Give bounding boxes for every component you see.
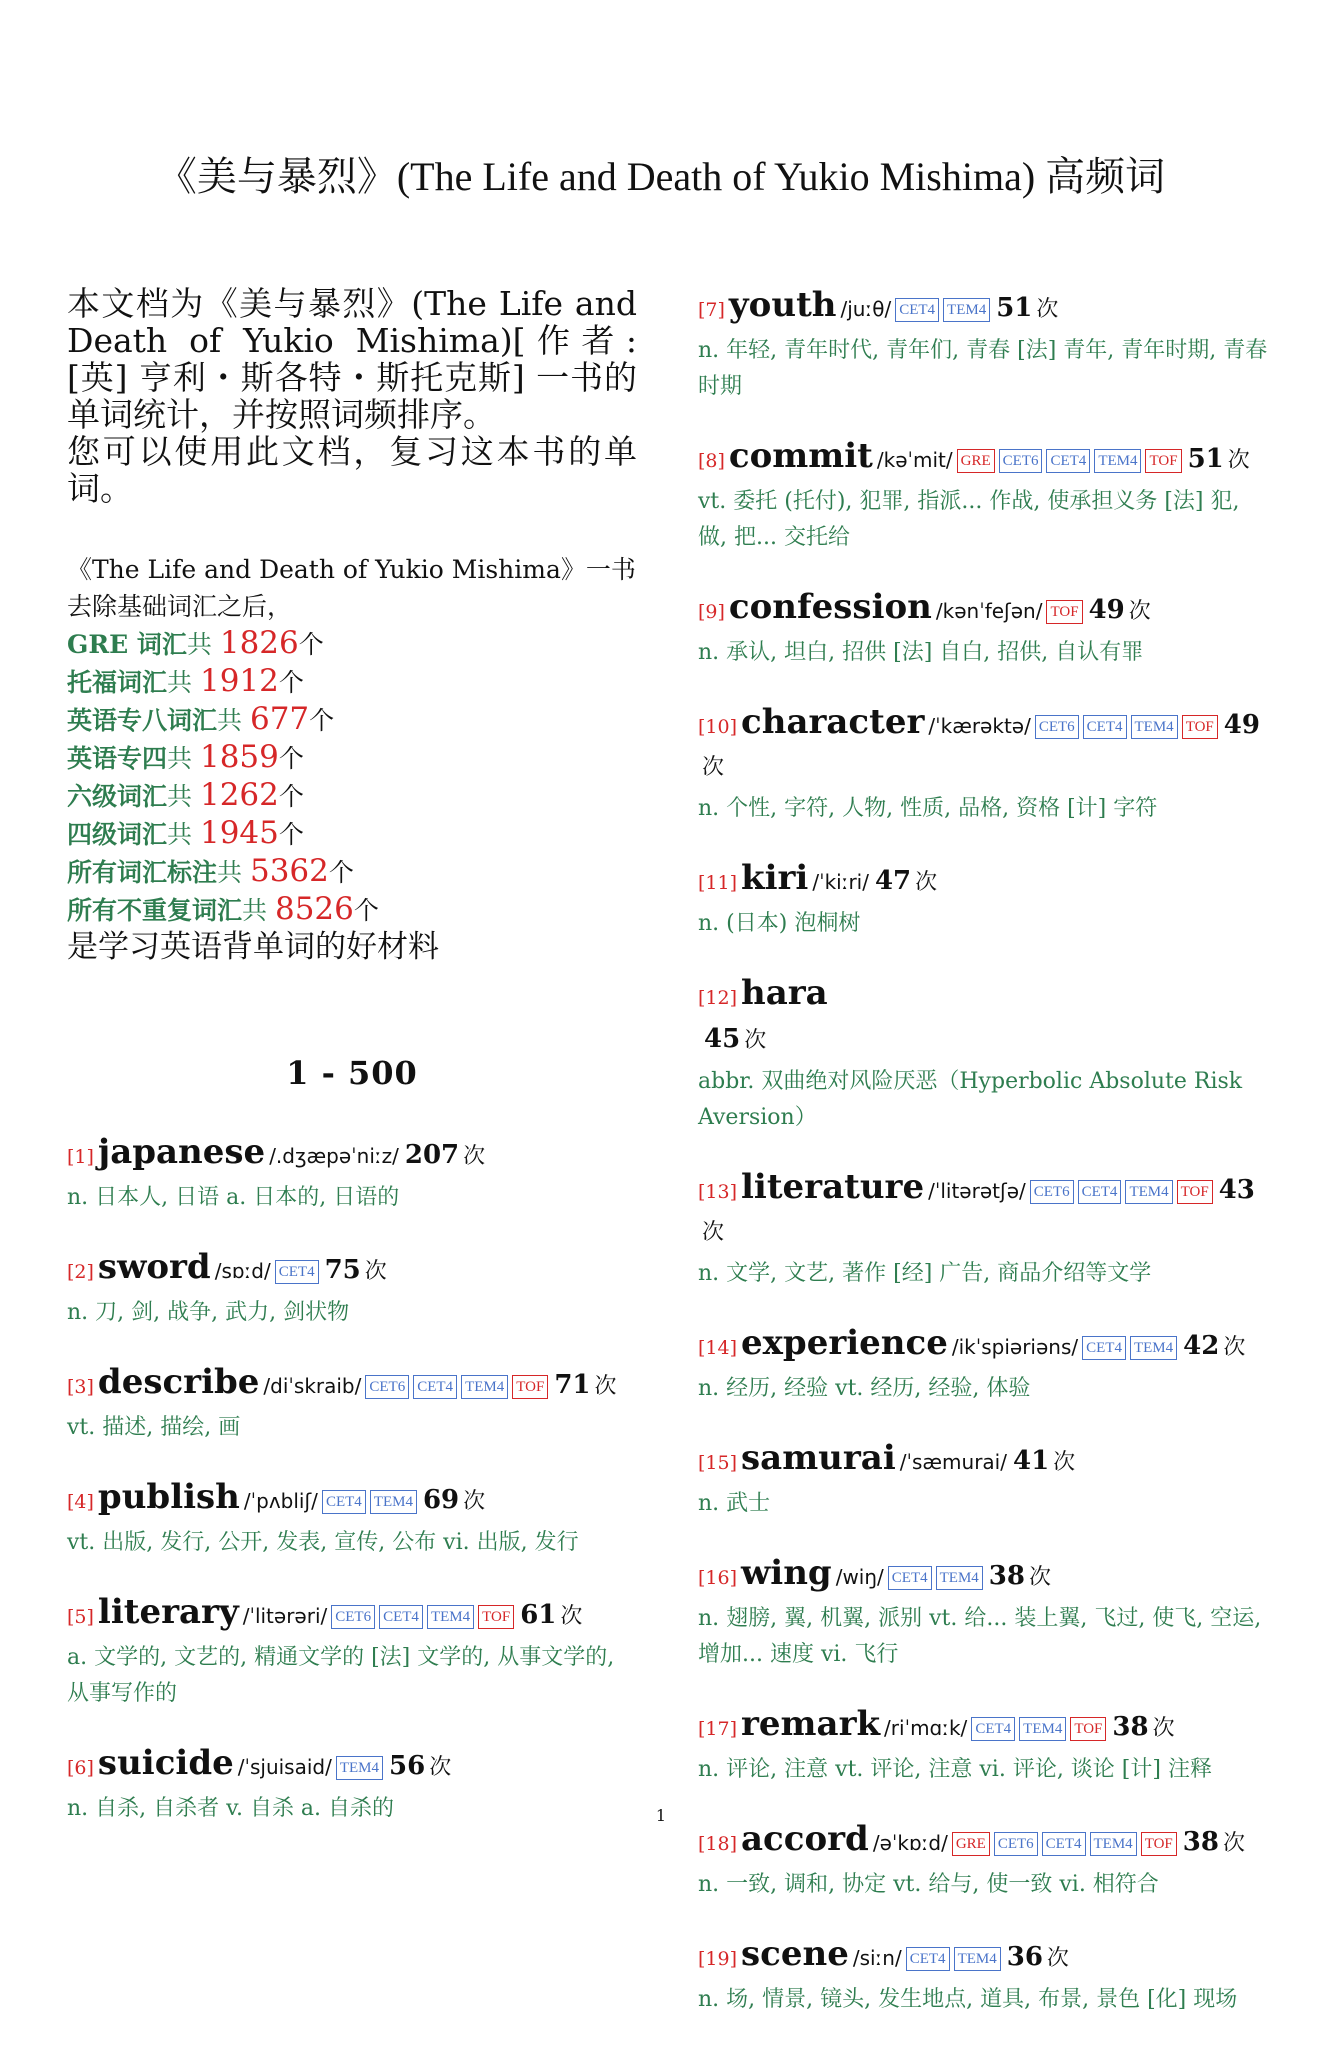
vocab-entry — [67, 1247, 637, 1331]
stat-row — [67, 625, 637, 663]
exam-tag-badge: CET6 — [999, 449, 1043, 473]
vocab-entry — [67, 1592, 637, 1712]
entry-headline — [698, 973, 1272, 1062]
entry-phonetic: /ˈsæmurai/ — [899, 1450, 1007, 1474]
entry-word: experience — [741, 1323, 948, 1363]
entry-phonetic: /kənˈfeʃən/ — [935, 599, 1043, 623]
exam-tag-badge: TOF — [512, 1375, 548, 1399]
entry-word: accord — [741, 1819, 869, 1859]
entry-count: 51 — [996, 293, 1033, 323]
entry-headline — [698, 1438, 1272, 1484]
exam-tag-badge: CET4 — [888, 1566, 932, 1590]
entry-index: [12] — [698, 987, 738, 1009]
exam-tag-badge: CET4 — [906, 1947, 950, 1971]
vocab-entry — [67, 1362, 637, 1446]
entry-word: describe — [97, 1362, 260, 1402]
entry-count: 75 — [324, 1255, 361, 1285]
stat-label: 英语专四 — [67, 744, 168, 773]
stat-row — [67, 701, 637, 739]
entry-count: 49 — [1088, 595, 1125, 625]
stat-unit: 个 — [278, 744, 304, 773]
stat-label: 六级词汇 — [67, 782, 168, 811]
entry-index: [18] — [698, 1833, 738, 1855]
entry-headline — [698, 858, 1272, 904]
entry-headline — [67, 1247, 637, 1293]
stat-connector: 共 — [167, 820, 200, 849]
exam-tag-badge: TOF — [1070, 1717, 1106, 1741]
exam-tag-badge: TEM4 — [1090, 1832, 1137, 1856]
entry-word: japanese — [97, 1132, 266, 1172]
entry-count: 69 — [422, 1485, 460, 1515]
entry-headline — [698, 1819, 1272, 1865]
stat-count: 5362 — [249, 853, 329, 889]
exam-tag-badge: CET4 — [413, 1375, 457, 1399]
intro-section — [67, 285, 637, 507]
exam-tag-badge: CET4 — [379, 1605, 423, 1629]
vocab-entry — [698, 702, 1272, 827]
vocab-entry — [698, 587, 1272, 671]
stat-connector: 共 — [167, 744, 200, 773]
exam-tag-badge: TOF — [478, 1605, 514, 1629]
stats-section — [67, 551, 637, 966]
entry-count: 51 — [1187, 444, 1224, 474]
entry-word: remark — [741, 1704, 881, 1744]
entry-phonetic: /siːn/ — [852, 1946, 902, 1970]
exam-tag-badge: TEM4 — [936, 1566, 983, 1590]
entry-definition: n. (日本) 泡桐树 — [698, 911, 861, 936]
stat-count: 1826 — [219, 625, 299, 661]
entry-count-unit: 次 — [1152, 1716, 1175, 1741]
entry-count: 38 — [1112, 1712, 1149, 1742]
stat-label: 所有词汇标注 — [67, 858, 218, 887]
entry-definition: vt. 出版, 发行, 公开, 发表, 宣传, 公布 vi. 出版, 发行 — [67, 1530, 579, 1555]
stat-row — [67, 663, 637, 701]
entry-count-unit: 次 — [463, 1144, 486, 1169]
exam-tag-badge: CET4 — [1082, 1336, 1126, 1360]
entry-phonetic: /.dʒæpəˈniːz/ — [269, 1144, 399, 1168]
entry-index: [2] — [67, 1261, 94, 1283]
stat-label: 英语专八词汇 — [67, 706, 218, 735]
entry-headline — [67, 1477, 637, 1523]
left-entry-list — [67, 1132, 637, 1827]
entry-definition: n. 武士 — [698, 1491, 771, 1516]
exam-tag-badge: CET6 — [365, 1375, 409, 1399]
entry-word: hara — [741, 973, 828, 1013]
exam-tag-badge: TEM4 — [1019, 1717, 1066, 1741]
exam-tag-badge: TEM4 — [1094, 449, 1141, 473]
entry-headline — [67, 1743, 637, 1789]
vocab-entry — [67, 1132, 637, 1216]
entry-headline — [698, 285, 1272, 331]
entry-definition: n. 场, 情景, 镜头, 发生地点, 道具, 布景, 景色 [化] 现场 — [698, 1987, 1238, 2012]
entry-headline — [698, 436, 1272, 482]
entry-phonetic: /juːθ/ — [840, 297, 892, 321]
entry-word: sword — [97, 1247, 211, 1287]
stat-count: 1912 — [199, 663, 279, 699]
stat-count: 8526 — [274, 891, 354, 927]
vocab-entry — [698, 1167, 1272, 1292]
stat-row — [67, 891, 637, 929]
entry-count: 38 — [988, 1561, 1025, 1591]
exam-tag-badge: CET6 — [1035, 715, 1079, 739]
exam-tag-badge: CET6 — [1030, 1180, 1074, 1204]
entry-definition: n. 文学, 文艺, 著作 [经] 广告, 商品介绍等文学 — [698, 1261, 1152, 1286]
stat-row — [67, 853, 637, 891]
stat-unit: 个 — [278, 820, 304, 849]
entry-count: 56 — [389, 1751, 426, 1781]
entry-word: literary — [97, 1592, 239, 1632]
entry-index: [14] — [698, 1337, 738, 1359]
entry-count: 207 — [404, 1140, 460, 1170]
stat-connector: 共 — [217, 858, 250, 887]
exam-tag-badge: GRE — [957, 449, 995, 473]
entry-word: wing — [741, 1553, 832, 1593]
stat-label: GRE 词汇 — [67, 630, 187, 659]
entry-count-unit: 次 — [1046, 1946, 1069, 1971]
entry-phonetic: /sɒːd/ — [214, 1259, 271, 1283]
entry-index: [3] — [67, 1376, 94, 1398]
entry-index: [8] — [698, 450, 725, 472]
right-column — [698, 285, 1272, 2049]
entry-definition: n. 评论, 注意 vt. 评论, 注意 vi. 评论, 谈论 [计] 注释 — [698, 1757, 1212, 1782]
exam-tag-badge: TEM4 — [427, 1605, 474, 1629]
stats-list — [67, 625, 637, 929]
exam-tag-badge: CET4 — [1046, 449, 1090, 473]
stat-label: 四级词汇 — [67, 820, 168, 849]
entry-definition: n. 经历, 经验 vt. 经历, 经验, 体验 — [698, 1376, 1031, 1401]
stat-label: 托福词汇 — [67, 668, 168, 697]
entry-headline — [698, 702, 1272, 789]
stat-unit: 个 — [328, 858, 354, 887]
entry-word: samurai — [741, 1438, 896, 1478]
stat-row — [67, 815, 637, 853]
stat-unit: 个 — [309, 706, 335, 735]
entry-headline — [67, 1592, 637, 1638]
entry-phonetic: /riˈmɑːk/ — [884, 1716, 968, 1740]
entry-count-unit: 次 — [463, 1489, 486, 1514]
vocab-entry — [698, 973, 1272, 1136]
stat-connector: 共 — [167, 782, 200, 811]
entry-count: 47 — [874, 866, 912, 896]
vocab-entry — [698, 858, 1272, 942]
entry-word: suicide — [97, 1743, 234, 1783]
entry-phonetic: /wiŋ/ — [835, 1565, 884, 1589]
entry-index: [4] — [67, 1491, 94, 1513]
entry-phonetic: /ˈsjuisaid/ — [237, 1755, 332, 1779]
exam-tag-badge: CET4 — [895, 298, 939, 322]
exam-tag-badge: GRE — [952, 1832, 990, 1856]
stat-connector: 共 — [186, 630, 220, 659]
entry-index: [11] — [698, 872, 738, 894]
entry-word: confession — [728, 587, 932, 627]
exam-tag-badge: CET4 — [275, 1260, 319, 1284]
vocab-entry — [698, 1704, 1272, 1788]
entry-word: kiri — [741, 858, 809, 898]
entry-index: [10] — [698, 716, 738, 738]
stats-closing: 是学习英语背单词的好材料 — [67, 929, 439, 965]
vocab-entry — [698, 1438, 1272, 1522]
entry-headline — [698, 1553, 1272, 1599]
entry-count-unit: 次 — [364, 1259, 387, 1284]
vocab-entry — [698, 1934, 1272, 2018]
entry-count-unit: 次 — [915, 870, 938, 895]
exam-tag-badge: TOF — [1141, 1832, 1177, 1856]
entry-count-unit: 次 — [560, 1604, 583, 1629]
entry-index: [19] — [698, 1948, 738, 1970]
entry-count-unit: 次 — [702, 755, 725, 780]
page-number: 1 — [655, 1806, 667, 1825]
entry-headline — [698, 1323, 1272, 1369]
entry-count: 41 — [1012, 1446, 1050, 1476]
entry-count: 61 — [520, 1600, 557, 1630]
entry-definition: vt. 描述, 描绘, 画 — [67, 1415, 241, 1440]
exam-tag-badge: CET4 — [1083, 715, 1127, 739]
exam-tag-badge: TOF — [1177, 1180, 1213, 1204]
entry-definition: n. 承认, 坦白, 招供 [法] 自白, 招供, 自认有罪 — [698, 640, 1144, 665]
entry-definition: n. 日本人, 日语 a. 日本的, 日语的 — [67, 1185, 400, 1210]
entry-count: 49 — [1223, 710, 1260, 740]
intro-paragraph-1: 本文档为《美与暴烈》(The Life and Death of Yukio Mishima)[作者: [英] 亨利・斯各特・斯托克斯] 一书的单词统计，并按照词频排序。 — [67, 284, 637, 434]
entry-count-unit: 次 — [1128, 599, 1151, 624]
entry-count: 71 — [554, 1370, 591, 1400]
intro-paragraph-2: 您可以使用此文档，复习这本书的单词。 — [67, 432, 637, 508]
entry-phonetic: /əˈkɒːd/ — [872, 1831, 948, 1855]
entry-index: [16] — [698, 1567, 738, 1589]
stat-unit: 个 — [278, 668, 304, 697]
entry-index: [5] — [67, 1606, 94, 1628]
entry-headline — [698, 1704, 1272, 1750]
entry-headline — [698, 587, 1272, 633]
exam-tag-badge: CET4 — [1078, 1180, 1122, 1204]
entry-word: commit — [728, 436, 873, 476]
exam-tag-badge: TEM4 — [461, 1375, 508, 1399]
entry-count-unit: 次 — [702, 1220, 725, 1245]
entry-index: [15] — [698, 1452, 738, 1474]
stat-row — [67, 739, 637, 777]
stat-label: 所有不重复词汇 — [67, 896, 243, 925]
entry-index: [7] — [698, 299, 725, 321]
entry-headline — [698, 1934, 1272, 1980]
entry-count: 43 — [1218, 1175, 1255, 1205]
vocab-entry — [698, 1553, 1272, 1673]
entry-definition: n. 翅膀, 翼, 机翼, 派别 vt. 给... 装上翼, 飞过, 使飞, 空运, 增加... 速度 vi. 飞行 — [698, 1606, 1262, 1667]
page-title: 《美与暴烈》(The Life and Death of Yukio Mishima) 高频词 — [156, 154, 1166, 199]
entry-count-unit: 次 — [1223, 1335, 1246, 1360]
entry-index: [17] — [698, 1718, 738, 1740]
exam-tag-badge: CET4 — [971, 1717, 1015, 1741]
exam-tag-badge: CET4 — [322, 1490, 366, 1514]
exam-tag-badge: TOF — [1046, 600, 1082, 624]
entry-headline — [698, 1167, 1272, 1254]
entry-phonetic: /ikˈspiəriəns/ — [951, 1335, 1079, 1359]
entry-count-unit: 次 — [1028, 1565, 1051, 1590]
stat-connector: 共 — [217, 706, 250, 735]
entry-phonetic: /ˈpʌbliʃ/ — [243, 1489, 318, 1513]
right-entry-list — [698, 285, 1272, 2018]
entry-word: literature — [741, 1167, 925, 1207]
entry-count-unit: 次 — [1227, 448, 1250, 473]
stat-connector: 共 — [242, 896, 275, 925]
stat-unit: 个 — [278, 782, 304, 811]
entry-count: 36 — [1006, 1942, 1043, 1972]
exam-tag-badge: TEM4 — [1131, 715, 1178, 739]
exam-tag-badge: TEM4 — [943, 298, 990, 322]
vocab-entry — [698, 1323, 1272, 1407]
entry-definition: vt. 委托 (托付), 犯罪, 指派... 作战, 使承担义务 [法] 犯, 做, 把... 交托给 — [698, 489, 1240, 550]
entry-phonetic: /kəˈmit/ — [876, 448, 953, 472]
entry-definition: n. 一致, 调和, 协定 vt. 给与, 使一致 vi. 相符合 — [698, 1872, 1159, 1897]
exam-tag-badge: TEM4 — [370, 1490, 417, 1514]
exam-tag-badge: TEM4 — [1130, 1336, 1177, 1360]
entry-count-unit: 次 — [594, 1374, 617, 1399]
stat-row — [67, 777, 637, 815]
entry-phonetic: /ˈkærəktə/ — [928, 714, 1031, 738]
entry-definition: n. 自杀, 自杀者 v. 自杀 a. 自杀的 — [67, 1796, 395, 1821]
exam-tag-badge: TEM4 — [954, 1947, 1001, 1971]
entry-word: youth — [728, 285, 837, 325]
stat-count: 1262 — [199, 777, 279, 813]
range-heading: 1 - 500 — [286, 1054, 418, 1092]
exam-tag-badge: TEM4 — [336, 1756, 383, 1780]
entry-definition: a. 文学的, 文艺的, 精通文学的 [法] 文学的, 从事文学的, 从事写作的 — [67, 1645, 615, 1706]
exam-tag-badge: TEM4 — [1125, 1180, 1172, 1204]
entry-definition: abbr. 双曲绝对风险厌恶（Hyperbolic Absolute Risk Aversion） — [698, 1069, 1243, 1130]
entry-phonetic: /ˈlitərəri/ — [242, 1604, 328, 1628]
entry-phonetic: /diˈskraib/ — [263, 1374, 362, 1398]
entry-definition: n. 年轻, 青年时代, 青年们, 青春 [法] 青年, 青年时期, 青春时期 — [698, 338, 1268, 399]
entry-count-unit: 次 — [1053, 1450, 1076, 1475]
exam-tag-badge: TOF — [1145, 449, 1181, 473]
stat-count: 1945 — [199, 815, 279, 851]
entry-count-unit: 次 — [1222, 1831, 1245, 1856]
left-column — [67, 285, 637, 1858]
entry-word: publish — [97, 1477, 240, 1517]
exam-tag-badge: CET6 — [331, 1605, 375, 1629]
entry-count: 45 — [704, 1024, 741, 1054]
entry-index: [1] — [67, 1146, 94, 1168]
entry-count-unit: 次 — [1036, 297, 1059, 322]
vocab-entry — [698, 436, 1272, 556]
exam-tag-badge: TOF — [1182, 715, 1218, 739]
entry-index: [6] — [67, 1757, 94, 1779]
entry-definition: n. 刀, 剑, 战争, 武力, 剑状物 — [67, 1300, 350, 1325]
stat-unit: 个 — [298, 630, 324, 659]
entry-word: scene — [741, 1934, 849, 1974]
stat-unit: 个 — [353, 896, 379, 925]
entry-count: 38 — [1182, 1827, 1219, 1857]
entry-index: [9] — [698, 601, 725, 623]
stat-count: 677 — [249, 701, 310, 737]
entry-phonetic: /ˈlitərətʃə/ — [928, 1179, 1026, 1203]
entry-headline — [67, 1132, 637, 1178]
entry-count-unit: 次 — [744, 1028, 767, 1053]
stat-connector: 共 — [167, 668, 200, 697]
stat-count: 1859 — [199, 739, 279, 775]
entry-definition: n. 个性, 字符, 人物, 性质, 品格, 资格 [计] 字符 — [698, 796, 1158, 821]
vocab-entry — [698, 285, 1272, 405]
vocab-entry — [67, 1477, 637, 1561]
stats-book-line: 《The Life and Death of Yukio Mishima》一书去除基础词汇之后， — [67, 555, 636, 621]
entry-word: character — [741, 702, 925, 742]
entry-phonetic: /ˈkiːri/ — [812, 870, 869, 894]
entry-headline — [67, 1362, 637, 1408]
exam-tag-badge: CET4 — [1042, 1832, 1086, 1856]
vocab-entry — [698, 1819, 1272, 1903]
entry-count: 42 — [1183, 1331, 1220, 1361]
exam-tag-badge: CET6 — [994, 1832, 1038, 1856]
entry-count-unit: 次 — [429, 1755, 452, 1780]
entry-index: [13] — [698, 1181, 738, 1203]
